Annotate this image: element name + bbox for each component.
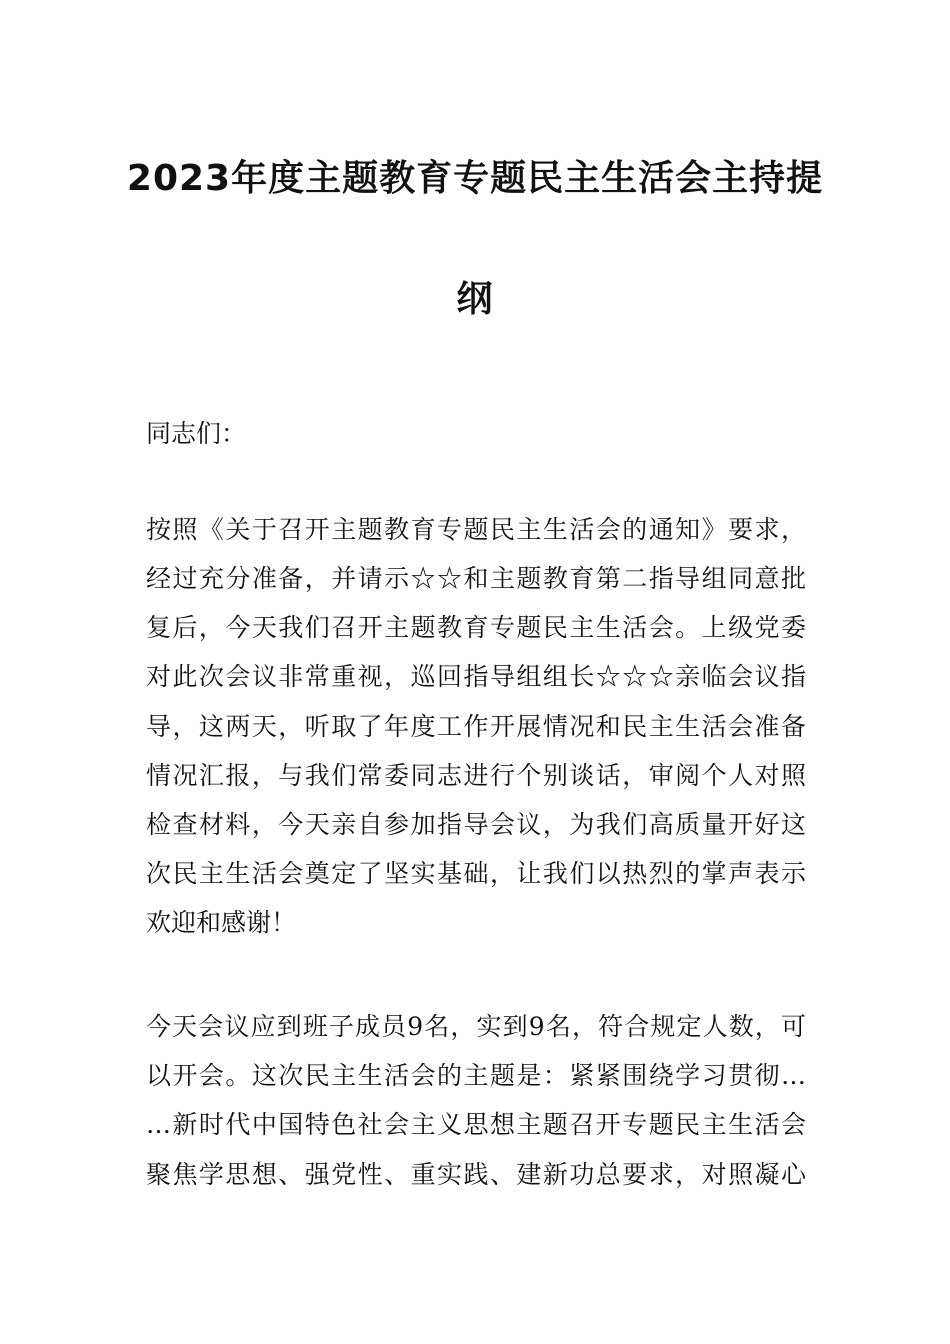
paragraph-1-line-2: 经过充分准备，并请示☆☆和主题教育第二指导组同意批 — [146, 564, 806, 593]
paragraph-1-line-7: 检查材料，今天亲自参加指导会议，为我们高质量开好这 — [146, 810, 806, 839]
paragraph-1-line-5: 导，这两天，听取了年度工作开展情况和民主生活会准备 — [146, 712, 806, 741]
paragraph-1-line-4: 对此次会议非常重视，巡回指导组组长☆☆☆亲临会议指 — [146, 662, 806, 691]
paragraph-2-line-4: 聚焦学思想、强党性、重实践、建新功总要求，对照凝心 — [146, 1160, 806, 1189]
paragraph-1-line-1: 按照《关于召开主题教育专题民主生活会的通知》要求， — [146, 515, 806, 544]
paragraph-2-line-3: …新时代中国特色社会主义思想主题召开专题民主生活会 — [146, 1110, 806, 1139]
paragraph-1-line-3: 复后，今天我们召开主题教育专题民主生活会。上级党委 — [146, 613, 806, 642]
paragraph-1-line-8: 次民主生活会奠定了坚实基础，让我们以热烈的掌声表示 — [146, 859, 806, 888]
paragraph-1-line-6: 情况汇报，与我们常委同志进行个别谈话，审阅个人对照 — [146, 761, 806, 790]
salutation: 同志们： — [146, 419, 247, 448]
document-title-line-2: 纲 — [456, 279, 494, 320]
paragraph-2-line-2: 以开会。这次民主生活会的主题是：紧紧围绕学习贯彻… — [146, 1061, 806, 1090]
paragraph-2-line-1: 今天会议应到班子成员9名，实到9名，符合规定人数，可 — [146, 1012, 806, 1041]
document-title-line-1: 2023年度主题教育专题民主生活会主持提 — [126, 158, 824, 199]
paragraph-1-line-9: 欢迎和感谢！ — [146, 908, 297, 937]
